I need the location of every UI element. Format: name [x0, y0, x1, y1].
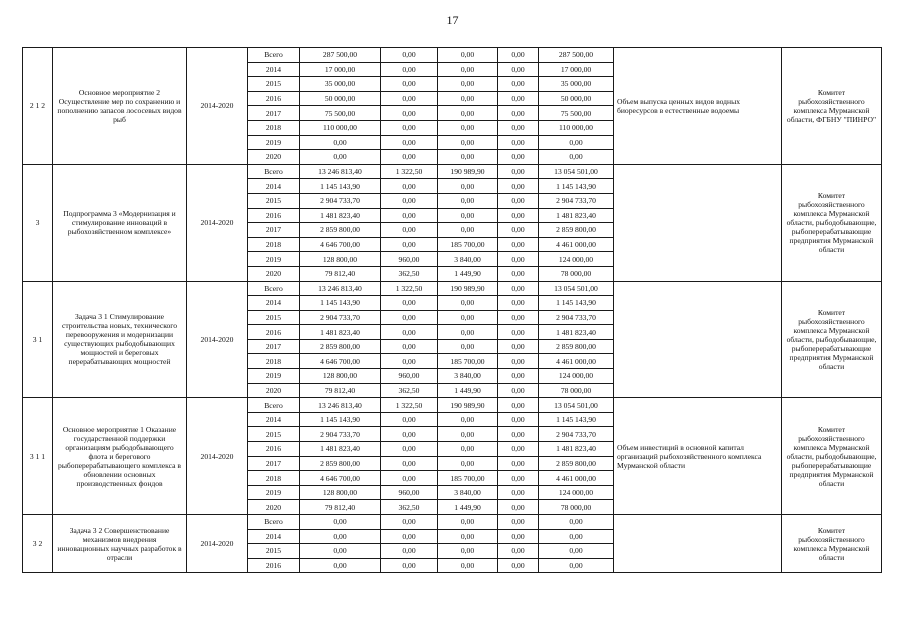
- local-value: 0,00: [498, 266, 539, 281]
- regional-value: 0,00: [438, 296, 498, 311]
- federal-value: 0,00: [381, 296, 438, 311]
- extrabudget-value: 0,00: [539, 544, 614, 559]
- extrabudget-value: 287 500,00: [539, 48, 614, 63]
- extrabudget-value: 13 054 501,00: [539, 281, 614, 296]
- year-cell: 2020: [248, 266, 300, 281]
- extrabudget-value: 50 000,00: [539, 91, 614, 106]
- regional-value: 190 989,90: [438, 398, 498, 413]
- local-value: 0,00: [498, 383, 539, 398]
- total-value: 0,00: [300, 135, 381, 150]
- federal-value: 1 322,50: [381, 398, 438, 413]
- extrabudget-value: 124 000,00: [539, 485, 614, 500]
- item-code: 3 2: [23, 515, 53, 573]
- local-value: 0,00: [498, 398, 539, 413]
- total-value: 2 859 800,00: [300, 223, 381, 238]
- federal-value: 0,00: [381, 339, 438, 354]
- federal-value: 960,00: [381, 485, 438, 500]
- federal-value: 0,00: [381, 412, 438, 427]
- extrabudget-value: 0,00: [539, 529, 614, 544]
- regional-value: 0,00: [438, 179, 498, 194]
- regional-value: 0,00: [438, 91, 498, 106]
- year-cell: 2014: [248, 296, 300, 311]
- regional-value: 0,00: [438, 106, 498, 121]
- year-cell: Всего: [248, 164, 300, 179]
- item-name: Задача 3 2 Совершенствование механизмов внедрения инновационных научных разработок в отрасли: [53, 515, 187, 573]
- local-value: 0,00: [498, 412, 539, 427]
- year-cell: 2016: [248, 325, 300, 340]
- federal-value: 0,00: [381, 120, 438, 135]
- federal-value: 0,00: [381, 193, 438, 208]
- item-agency: Комитет рыбохозяйственного комплекса Мурманской области, рыбодобывающие, рыбоперерабатывающие предприятия Мурманской области: [782, 398, 882, 515]
- total-value: 79 812,40: [300, 500, 381, 515]
- total-value: 13 246 813,40: [300, 164, 381, 179]
- item-name: Основное мероприятие 2 Осуществление мер по сохранению и пополнению запасов лососевых видов рыб: [53, 48, 187, 165]
- year-cell: 2015: [248, 193, 300, 208]
- extrabudget-value: 1 145 143,90: [539, 296, 614, 311]
- extrabudget-value: 0,00: [539, 558, 614, 573]
- year-cell: 2016: [248, 442, 300, 457]
- total-value: 110 000,00: [300, 120, 381, 135]
- year-cell: 2016: [248, 91, 300, 106]
- extrabudget-value: 13 054 501,00: [539, 398, 614, 413]
- local-value: 0,00: [498, 208, 539, 223]
- total-value: 0,00: [300, 529, 381, 544]
- extrabudget-value: 78 000,00: [539, 266, 614, 281]
- regional-value: 0,00: [438, 529, 498, 544]
- total-value: 4 646 700,00: [300, 471, 381, 486]
- item-name: Подпрограмма 3 «Модернизация и стимулирование инноваций в рыбохозяйственном комплексе»: [53, 164, 187, 281]
- total-value: 0,00: [300, 544, 381, 559]
- year-cell: Всего: [248, 398, 300, 413]
- table-row: [23, 48, 882, 63]
- extrabudget-value: 124 000,00: [539, 252, 614, 267]
- year-cell: 2018: [248, 237, 300, 252]
- regional-value: 0,00: [438, 442, 498, 457]
- regional-value: 0,00: [438, 62, 498, 77]
- local-value: 0,00: [498, 325, 539, 340]
- extrabudget-value: 4 461 000,00: [539, 354, 614, 369]
- item-indicator: [614, 281, 782, 398]
- local-value: 0,00: [498, 91, 539, 106]
- year-cell: 2019: [248, 252, 300, 267]
- year-cell: 2017: [248, 339, 300, 354]
- federal-value: 0,00: [381, 529, 438, 544]
- extrabudget-value: 78 000,00: [539, 383, 614, 398]
- local-value: 0,00: [498, 252, 539, 267]
- extrabudget-value: 1 145 143,90: [539, 179, 614, 194]
- regional-value: 0,00: [438, 223, 498, 238]
- extrabudget-value: 1 481 823,40: [539, 208, 614, 223]
- extrabudget-value: 17 000,00: [539, 62, 614, 77]
- local-value: 0,00: [498, 529, 539, 544]
- year-cell: 2019: [248, 369, 300, 384]
- federal-value: 0,00: [381, 544, 438, 559]
- item-code: 3: [23, 164, 53, 281]
- federal-value: 0,00: [381, 427, 438, 442]
- extrabudget-value: 1 481 823,40: [539, 325, 614, 340]
- total-value: 2 904 733,70: [300, 427, 381, 442]
- regional-value: 0,00: [438, 208, 498, 223]
- year-cell: Всего: [248, 281, 300, 296]
- extrabudget-value: 2 859 800,00: [539, 223, 614, 238]
- federal-value: 0,00: [381, 179, 438, 194]
- year-cell: 2018: [248, 120, 300, 135]
- regional-value: 3 840,00: [438, 485, 498, 500]
- total-value: 79 812,40: [300, 266, 381, 281]
- year-cell: 2019: [248, 485, 300, 500]
- extrabudget-value: 78 000,00: [539, 500, 614, 515]
- federal-value: 362,50: [381, 383, 438, 398]
- total-value: 1 145 143,90: [300, 296, 381, 311]
- local-value: 0,00: [498, 310, 539, 325]
- item-name: Задача 3 1 Стимулирование строительства новых, технического перевооружения и модернизации существующих рыбодобывающих мощностей и береговых перерабатывающих мощностей: [53, 281, 187, 398]
- extrabudget-value: 124 000,00: [539, 369, 614, 384]
- local-value: 0,00: [498, 544, 539, 559]
- item-agency: Комитет рыбохозяйственного комплекса Мурманской области, ФГБНУ "ПИНРО": [782, 48, 882, 165]
- local-value: 0,00: [498, 62, 539, 77]
- table-body: [23, 48, 882, 573]
- extrabudget-value: 35 000,00: [539, 77, 614, 92]
- item-indicator: [614, 164, 782, 281]
- extrabudget-value: 2 859 800,00: [539, 339, 614, 354]
- regional-value: 3 840,00: [438, 369, 498, 384]
- local-value: 0,00: [498, 471, 539, 486]
- local-value: 0,00: [498, 281, 539, 296]
- federal-value: 0,00: [381, 471, 438, 486]
- federal-value: 0,00: [381, 515, 438, 530]
- item-code: 2 1 2: [23, 48, 53, 165]
- item-indicator: Объем выпуска ценных видов водных биоресурсов в естественные водоемы: [614, 48, 782, 165]
- local-value: 0,00: [498, 485, 539, 500]
- total-value: 13 246 813,40: [300, 398, 381, 413]
- regional-value: 185 700,00: [438, 354, 498, 369]
- item-name: Основное мероприятие 1 Оказание государственной поддержки организациям рыбодобывающего флота и берегового рыбоперерабатывающего комплекса в обновлении основных производственных фондов: [53, 398, 187, 515]
- year-cell: 2015: [248, 544, 300, 559]
- federal-value: 960,00: [381, 252, 438, 267]
- local-value: 0,00: [498, 339, 539, 354]
- year-cell: 2018: [248, 354, 300, 369]
- regional-value: 0,00: [438, 544, 498, 559]
- federal-value: 0,00: [381, 91, 438, 106]
- federal-value: 0,00: [381, 223, 438, 238]
- total-value: 79 812,40: [300, 383, 381, 398]
- year-cell: Всего: [248, 48, 300, 63]
- local-value: 0,00: [498, 515, 539, 530]
- year-cell: 2017: [248, 106, 300, 121]
- total-value: 50 000,00: [300, 91, 381, 106]
- item-code: 3 1 1: [23, 398, 53, 515]
- federal-value: 0,00: [381, 208, 438, 223]
- financing-table: [22, 47, 882, 573]
- extrabudget-value: 4 461 000,00: [539, 471, 614, 486]
- item-indicator: Объем инвестиций в основной капитал организаций рыбохозяйственного комплекса Мурманской области: [614, 398, 782, 515]
- extrabudget-value: 2 904 733,70: [539, 193, 614, 208]
- regional-value: 0,00: [438, 515, 498, 530]
- item-indicator: [614, 515, 782, 573]
- regional-value: 0,00: [438, 193, 498, 208]
- local-value: 0,00: [498, 135, 539, 150]
- local-value: 0,00: [498, 442, 539, 457]
- regional-value: 0,00: [438, 120, 498, 135]
- total-value: 4 646 700,00: [300, 354, 381, 369]
- federal-value: 0,00: [381, 135, 438, 150]
- item-agency: Комитет рыбохозяйственного комплекса Мурманской области, рыбодобывающие, рыбоперерабатывающие предприятия Мурманской области: [782, 281, 882, 398]
- total-value: 1 145 143,90: [300, 179, 381, 194]
- local-value: 0,00: [498, 354, 539, 369]
- total-value: 4 646 700,00: [300, 237, 381, 252]
- federal-value: 0,00: [381, 558, 438, 573]
- extrabudget-value: 75 500,00: [539, 106, 614, 121]
- local-value: 0,00: [498, 558, 539, 573]
- regional-value: 1 449,90: [438, 500, 498, 515]
- federal-value: 0,00: [381, 62, 438, 77]
- year-cell: 2014: [248, 179, 300, 194]
- extrabudget-value: 4 461 000,00: [539, 237, 614, 252]
- total-value: 75 500,00: [300, 106, 381, 121]
- item-period: 2014-2020: [187, 398, 248, 515]
- extrabudget-value: 110 000,00: [539, 120, 614, 135]
- total-value: 128 800,00: [300, 252, 381, 267]
- total-value: 2 859 800,00: [300, 339, 381, 354]
- extrabudget-value: 13 054 501,00: [539, 164, 614, 179]
- extrabudget-value: 0,00: [539, 515, 614, 530]
- regional-value: 0,00: [438, 339, 498, 354]
- year-cell: 2019: [248, 135, 300, 150]
- extrabudget-value: 0,00: [539, 135, 614, 150]
- table-row: [23, 281, 882, 296]
- federal-value: 362,50: [381, 266, 438, 281]
- federal-value: 0,00: [381, 48, 438, 63]
- extrabudget-value: 1 145 143,90: [539, 412, 614, 427]
- local-value: 0,00: [498, 77, 539, 92]
- extrabudget-value: 2 904 733,70: [539, 427, 614, 442]
- table-row: [23, 398, 882, 413]
- extrabudget-value: 0,00: [539, 150, 614, 165]
- regional-value: 0,00: [438, 310, 498, 325]
- regional-value: 0,00: [438, 48, 498, 63]
- item-period: 2014-2020: [187, 281, 248, 398]
- regional-value: 1 449,90: [438, 266, 498, 281]
- total-value: 128 800,00: [300, 485, 381, 500]
- local-value: 0,00: [498, 296, 539, 311]
- extrabudget-value: 2 859 800,00: [539, 456, 614, 471]
- local-value: 0,00: [498, 120, 539, 135]
- year-cell: 2014: [248, 412, 300, 427]
- year-cell: 2015: [248, 77, 300, 92]
- total-value: 0,00: [300, 558, 381, 573]
- local-value: 0,00: [498, 456, 539, 471]
- federal-value: 0,00: [381, 310, 438, 325]
- local-value: 0,00: [498, 369, 539, 384]
- year-cell: 2016: [248, 558, 300, 573]
- year-cell: 2014: [248, 529, 300, 544]
- federal-value: 1 322,50: [381, 164, 438, 179]
- regional-value: 0,00: [438, 77, 498, 92]
- total-value: 17 000,00: [300, 62, 381, 77]
- local-value: 0,00: [498, 193, 539, 208]
- year-cell: 2020: [248, 383, 300, 398]
- federal-value: 1 322,50: [381, 281, 438, 296]
- item-code: 3 1: [23, 281, 53, 398]
- local-value: 0,00: [498, 427, 539, 442]
- federal-value: 0,00: [381, 150, 438, 165]
- total-value: 1 481 823,40: [300, 325, 381, 340]
- federal-value: 960,00: [381, 369, 438, 384]
- total-value: 287 500,00: [300, 48, 381, 63]
- local-value: 0,00: [498, 223, 539, 238]
- local-value: 0,00: [498, 500, 539, 515]
- federal-value: 0,00: [381, 77, 438, 92]
- local-value: 0,00: [498, 150, 539, 165]
- federal-value: 362,50: [381, 500, 438, 515]
- year-cell: 2015: [248, 310, 300, 325]
- regional-value: 0,00: [438, 427, 498, 442]
- regional-value: 190 989,90: [438, 281, 498, 296]
- regional-value: 3 840,00: [438, 252, 498, 267]
- local-value: 0,00: [498, 164, 539, 179]
- total-value: 2 904 733,70: [300, 193, 381, 208]
- year-cell: 2014: [248, 62, 300, 77]
- year-cell: 2018: [248, 471, 300, 486]
- local-value: 0,00: [498, 106, 539, 121]
- local-value: 0,00: [498, 179, 539, 194]
- page-number: 17: [446, 13, 459, 27]
- item-period: 2014-2020: [187, 164, 248, 281]
- total-value: 0,00: [300, 150, 381, 165]
- item-period: 2014-2020: [187, 515, 248, 573]
- item-agency: Комитет рыбохозяйственного комплекса Мурманской области: [782, 515, 882, 573]
- extrabudget-value: 1 481 823,40: [539, 442, 614, 457]
- federal-value: 0,00: [381, 325, 438, 340]
- total-value: 13 246 813,40: [300, 281, 381, 296]
- federal-value: 0,00: [381, 237, 438, 252]
- year-cell: 2017: [248, 456, 300, 471]
- year-cell: 2016: [248, 208, 300, 223]
- regional-value: 0,00: [438, 150, 498, 165]
- total-value: 1 481 823,40: [300, 442, 381, 457]
- year-cell: 2020: [248, 150, 300, 165]
- year-cell: 2017: [248, 223, 300, 238]
- federal-value: 0,00: [381, 456, 438, 471]
- federal-value: 0,00: [381, 354, 438, 369]
- regional-value: 190 989,90: [438, 164, 498, 179]
- regional-value: 0,00: [438, 412, 498, 427]
- year-cell: 2015: [248, 427, 300, 442]
- regional-value: 185 700,00: [438, 471, 498, 486]
- regional-value: 0,00: [438, 456, 498, 471]
- total-value: 128 800,00: [300, 369, 381, 384]
- year-cell: 2020: [248, 500, 300, 515]
- year-cell: Всего: [248, 515, 300, 530]
- federal-value: 0,00: [381, 106, 438, 121]
- federal-value: 0,00: [381, 442, 438, 457]
- total-value: 35 000,00: [300, 77, 381, 92]
- regional-value: 185 700,00: [438, 237, 498, 252]
- local-value: 0,00: [498, 48, 539, 63]
- regional-value: 0,00: [438, 135, 498, 150]
- local-value: 0,00: [498, 237, 539, 252]
- total-value: 2 904 733,70: [300, 310, 381, 325]
- table-row: [23, 164, 882, 179]
- total-value: 0,00: [300, 515, 381, 530]
- table-row: [23, 515, 882, 530]
- total-value: 2 859 800,00: [300, 456, 381, 471]
- regional-value: 0,00: [438, 325, 498, 340]
- total-value: 1 481 823,40: [300, 208, 381, 223]
- regional-value: 0,00: [438, 558, 498, 573]
- item-agency: Комитет рыбохозяйственного комплекса Мурманской области, рыбодобывающие, рыбоперерабатывающие предприятия Мурманской области: [782, 164, 882, 281]
- item-period: 2014-2020: [187, 48, 248, 165]
- regional-value: 1 449,90: [438, 383, 498, 398]
- total-value: 1 145 143,90: [300, 412, 381, 427]
- extrabudget-value: 2 904 733,70: [539, 310, 614, 325]
